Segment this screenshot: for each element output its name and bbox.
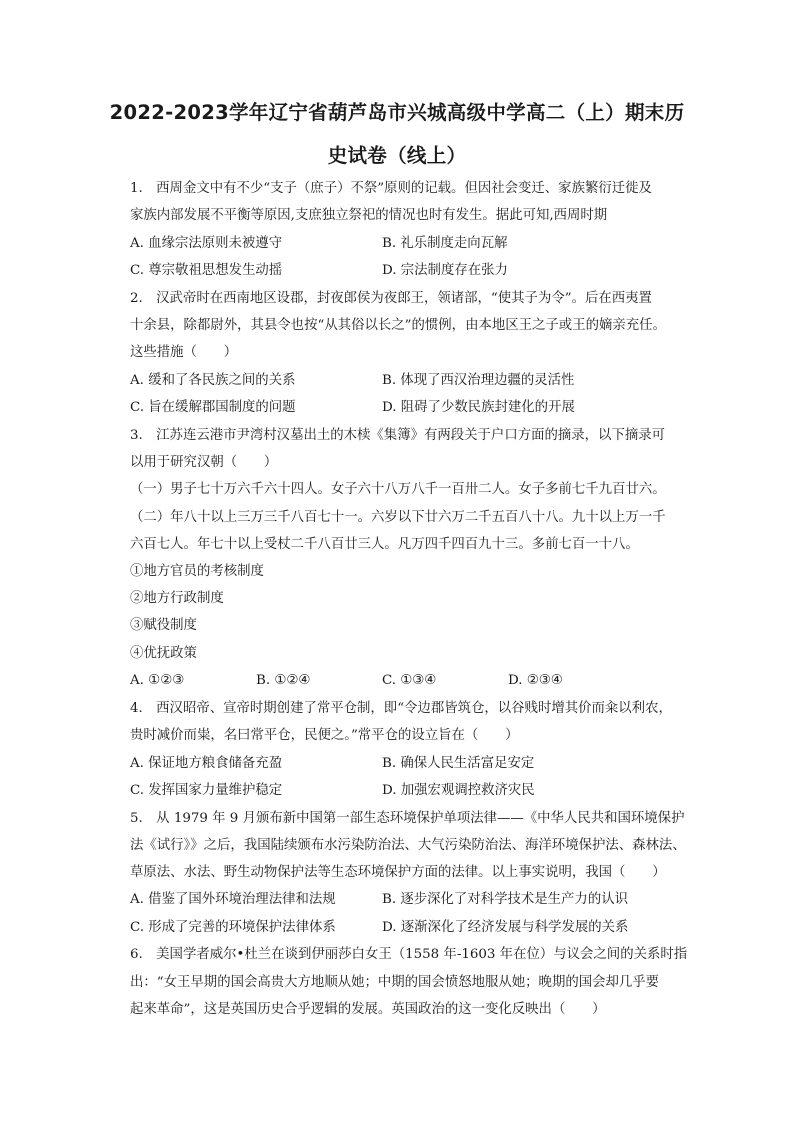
question-6-stem-line-1: 6. 美国学者威尔•杜兰在谈到伊丽莎白女王（1558 年-1603 年在位）与议会之间的关系时指	[130, 947, 688, 962]
question-6-stem-line-3: 起来革命”，这是英国历史合乎逻辑的发展。英国政治的这一变化反映出（ ）	[130, 1002, 606, 1017]
question-3-excerpt-2-line-2: 六百七人。年七十以上受杖二千八百廿三人。凡万四千四百九十三。多前七百一十八。	[130, 537, 639, 552]
question-2-stem-line-2: 十余县，除都尉外，其县令也按“从其俗以长之”的惯例，由本地区王之子或王的嫡亲充任。	[130, 318, 666, 333]
question-5-option-a: A. 借鉴了国外环境治理法律和法规	[130, 892, 336, 907]
question-5-option-c: C. 形成了完善的环境保护法律体系	[130, 920, 336, 935]
question-1-option-a: A. 血缘宗法原则未被遵守	[130, 236, 283, 251]
question-2-option-d: D. 阻碍了少数民族封建化的开展	[382, 400, 575, 415]
question-3-excerpt-2-line-1: （二）年八十以上三万三千八百七十一。六岁以下廿六万二千五百八十八。九十以上万一千	[130, 510, 666, 525]
question-2-option-c: C. 旨在缓解郡国制度的问题	[130, 400, 296, 415]
question-4-option-c: C. 发挥国家力量维护稳定	[130, 783, 283, 798]
question-2-stem-line-1: 2. 汉武帝时在西南地区设郡，封夜郎侯为夜郎王，领诸部，“使其子为令”。后在西夷置	[130, 291, 652, 306]
question-1-stem-line-2: 家族内部发展不平衡等原因,支庶独立祭祀的情况也时有发生。据此可知,西周时期	[130, 208, 608, 223]
question-4-stem-line-2: 贵时减价而粜，名曰常平仓，民便之。”常平仓的设立旨在（ ）	[130, 728, 519, 743]
question-1-option-b: B. 礼乐制度走向瓦解	[382, 236, 508, 251]
question-1-stem-line-1: 1. 西周金文中有不少“支子（庶子）不祭”原则的记载。但因社会变迁、家族繁衍迁徙及	[130, 181, 652, 196]
question-5-stem-line-3: 草原法、水法、野生动物保护法等生态环境保护方面的法律。以上事实说明，我国（ ）	[130, 865, 666, 880]
question-3-stem-line-2: 以用于研究汉朝（ ）	[130, 455, 278, 470]
question-1-option-c: C. 尊宗敬祖思想发生动摇	[130, 263, 283, 278]
question-5-stem-line-1: 5. 从 1979 年 9 月颁布新中国第一部生态环境保护单项法律——《中华人民共和国环境保护	[130, 811, 685, 826]
question-3-option-d: D. ②③④	[508, 673, 563, 688]
exam-title-line-1: 2022-2023学年辽宁省葫芦岛市兴城高级中学高二（上）期末历	[109, 101, 685, 124]
question-3-option-b: B. ①②④	[256, 673, 311, 688]
question-3-item-4: ④优抚政策	[130, 646, 197, 661]
question-3-option-a: A. ①②③	[130, 673, 185, 688]
question-5-stem-line-2: 法《试行》》之后，我国陆续颁布水污染防治法、大气污染防治法、海洋环境保护法、森林法、	[130, 838, 686, 853]
question-2-option-a: A. 缓和了各民族之间的关系	[130, 373, 296, 388]
question-5-option-b: B. 逐步深化了对科学技术是生产力的认识	[382, 892, 628, 907]
question-1-option-d: D. 宗法制度存在张力	[382, 263, 508, 278]
question-3-item-2: ②地方行政制度	[130, 591, 224, 606]
question-3-item-3: ③赋役制度	[130, 618, 197, 633]
question-3-option-c: C. ①③④	[382, 673, 437, 688]
question-3-excerpt-1: （一）男子七十万六千六十四人。女子六十八万八千一百卅二人。女子多前七千九百廿六。	[130, 482, 666, 497]
question-5-option-d: D. 逐渐深化了经济发展与科学发展的关系	[382, 920, 629, 935]
exam-title-line-2: 史试卷（线上）	[327, 144, 467, 167]
question-4-option-d: D. 加强宏观调控救济灾民	[382, 783, 535, 798]
question-3-item-1: ①地方官员的考核制度	[130, 564, 264, 579]
question-2-option-b: B. 体现了西汉治理边疆的灵活性	[382, 373, 575, 388]
question-3-stem-line-1: 3. 江苏连云港市尹湾村汉墓出土的木椟《集簿》有两段关于户口方面的摘录，以下摘录可	[130, 428, 666, 443]
question-6-stem-line-2: 出：“女王早期的国会高贵大方地顺从她；中期的国会愤怒地服从她；晚期的国会却几乎要	[130, 975, 660, 990]
question-4-stem-line-1: 4. 西汉昭帝、宣帝时期创建了常平仓制，即“令边郡皆筑仓，以谷贱时增其价而籴以利农，	[130, 701, 672, 716]
question-4-option-a: A. 保证地方粮食储备充盈	[130, 756, 283, 771]
question-2-stem-line-3: 这些措施（ ）	[130, 345, 238, 360]
question-4-option-b: B. 确保人民生活富足安定	[382, 756, 535, 771]
